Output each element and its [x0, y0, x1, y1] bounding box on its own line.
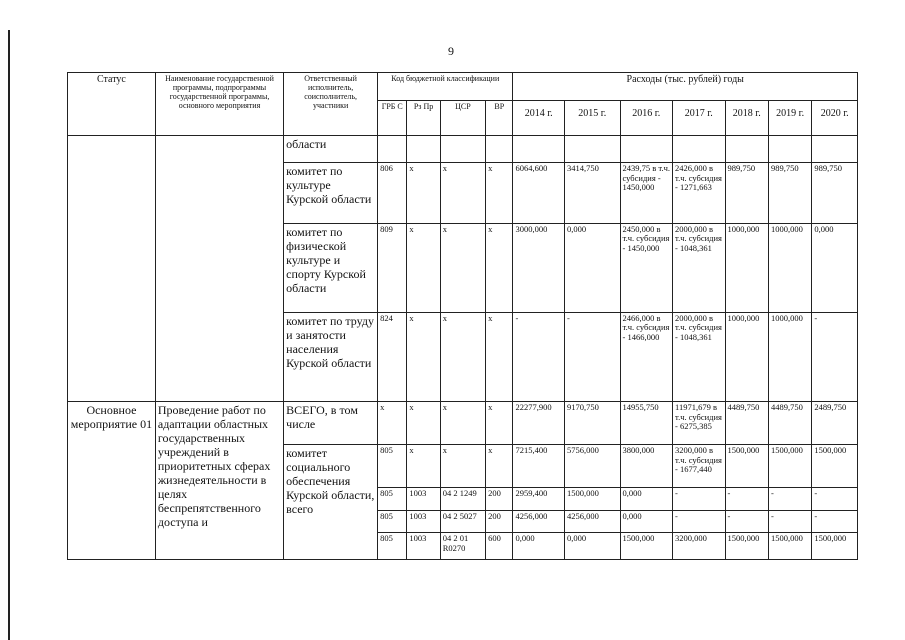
header-year: 2019 г. — [768, 100, 811, 135]
vr-cell: 200 — [486, 488, 513, 511]
value-cell: 4256,000 — [513, 510, 565, 533]
value-cell: - — [768, 510, 811, 533]
rzpr-cell: 1003 — [407, 510, 440, 533]
page-number: 9 — [448, 44, 454, 58]
value-cell: 3414,750 — [564, 163, 620, 223]
grbs-cell: 805 — [378, 510, 407, 533]
value-cell: 4256,000 — [564, 510, 620, 533]
value-cell: - — [812, 510, 858, 533]
csr-cell: 04 2 5027 — [440, 510, 485, 533]
table-row-total — [68, 402, 858, 445]
csr-cell — [440, 135, 485, 163]
value-cell: 0,000 — [513, 533, 565, 560]
grbs-cell: х — [378, 402, 407, 445]
rzpr-cell: х — [407, 402, 440, 445]
value-cell: 1000,000 — [768, 312, 811, 401]
scan-edge-line — [8, 30, 10, 640]
csr-cell: х — [440, 402, 485, 445]
value-cell: 2959,400 — [513, 488, 565, 511]
header-budget-code: Код бюджетной классификации — [378, 73, 513, 101]
rzpr-cell — [407, 135, 440, 163]
grbs-cell: 824 — [378, 312, 407, 401]
executor-cell: комитет по труду и занятости населения Курской области — [284, 312, 378, 401]
value-cell: 1500,000 — [812, 533, 858, 560]
value-cell: - — [812, 488, 858, 511]
header-year: 2014 г. — [513, 100, 565, 135]
value-cell: 9170,750 — [564, 402, 620, 445]
value-cell: 11971,679 в т.ч. субсидия - 6275,385 — [673, 402, 726, 445]
value-cell: 1500,000 — [768, 533, 811, 560]
value-cell: 2450,000 в т.ч. субсидия - 1450,000 — [620, 223, 673, 312]
value-cell: 6064,600 — [513, 163, 565, 223]
grbs-cell: 805 — [378, 488, 407, 511]
value-cell — [768, 135, 811, 163]
grbs-cell: 805 — [378, 445, 407, 488]
value-cell: - — [673, 488, 726, 511]
value-cell: 2426,000 в т.ч. субсидия - 1271,663 — [673, 163, 726, 223]
vr-cell: х — [486, 223, 513, 312]
vr-cell: 600 — [486, 533, 513, 560]
value-cell: - — [768, 488, 811, 511]
value-cell: 5756,000 — [564, 445, 620, 488]
vr-cell: х — [486, 163, 513, 223]
value-cell: 1500,000 — [725, 533, 768, 560]
csr-cell: х — [440, 223, 485, 312]
csr-cell: х — [440, 445, 485, 488]
value-cell: 2439,75 в т.ч. субсидия - 1450,000 — [620, 163, 673, 223]
value-cell — [725, 135, 768, 163]
measure-name: Проведение работ по адаптации областных государственных учреждений в приоритетных сферах жизнедеятельности в целях беспрепятственного доступа и — [155, 402, 283, 560]
value-cell: 0,000 — [620, 510, 673, 533]
rzpr-cell: х — [407, 312, 440, 401]
rzpr-cell: 1003 — [407, 533, 440, 560]
value-cell: 2466,000 в т.ч. субсидия - 1466,000 — [620, 312, 673, 401]
executor-cell: комитет по физической культуре и спорту Курской области — [284, 223, 378, 312]
value-cell: 989,750 — [768, 163, 811, 223]
value-cell: 2000,000 в т.ч. субсидия - 1048,361 — [673, 223, 726, 312]
vr-cell: 200 — [486, 510, 513, 533]
header-executor: Ответственный исполнитель, соисполнитель, участники — [284, 73, 378, 136]
header-rzpr: Рз Пр — [407, 100, 440, 135]
csr-cell: 04 2 01 R0270 — [440, 533, 485, 560]
header-row-1 — [68, 73, 858, 101]
value-cell: - — [725, 488, 768, 511]
value-cell: 1000,000 — [768, 223, 811, 312]
grbs-cell: 806 — [378, 163, 407, 223]
value-cell — [564, 135, 620, 163]
value-cell: 989,750 — [812, 163, 858, 223]
budget-table — [67, 72, 858, 560]
measure-status: Основное мероприятие 01 — [68, 402, 156, 560]
value-cell: - — [725, 510, 768, 533]
rzpr-cell: 1003 — [407, 488, 440, 511]
rzpr-cell: х — [407, 163, 440, 223]
value-cell: 14955,750 — [620, 402, 673, 445]
header-grbs: ГРБ С — [378, 100, 407, 135]
value-cell: 1500,000 — [725, 445, 768, 488]
value-cell: 1500,000 — [620, 533, 673, 560]
value-cell: 7215,400 — [513, 445, 565, 488]
status-cell-empty — [68, 135, 156, 402]
budget-table-container — [67, 72, 858, 560]
value-cell — [812, 135, 858, 163]
value-cell: 1000,000 — [725, 223, 768, 312]
value-cell: 22277,900 — [513, 402, 565, 445]
header-year: 2017 г. — [673, 100, 726, 135]
value-cell: 1500,000 — [564, 488, 620, 511]
value-cell: 1000,000 — [725, 312, 768, 401]
header-vr: ВР — [486, 100, 513, 135]
table-row — [68, 135, 858, 163]
value-cell — [513, 135, 565, 163]
header-expenses: Расходы (тыс. рублей) годы — [513, 73, 858, 101]
value-cell: 3200,000 — [673, 533, 726, 560]
value-cell: 3800,000 — [620, 445, 673, 488]
executor-cell: комитет по культуре Курской области — [284, 163, 378, 223]
value-cell: 2000,000 в т.ч. субсидия - 1048,361 — [673, 312, 726, 401]
value-cell — [673, 135, 726, 163]
rzpr-cell: х — [407, 223, 440, 312]
vr-cell: х — [486, 402, 513, 445]
rzpr-cell: х — [407, 445, 440, 488]
grbs-cell: 809 — [378, 223, 407, 312]
executor-cell: области — [284, 135, 378, 163]
value-cell: 1500,000 — [812, 445, 858, 488]
header-csr: ЦСР — [440, 100, 485, 135]
header-year: 2015 г. — [564, 100, 620, 135]
value-cell: 989,750 — [725, 163, 768, 223]
value-cell: 3000,000 — [513, 223, 565, 312]
vr-cell — [486, 135, 513, 163]
name-cell-empty — [155, 135, 283, 402]
csr-cell: х — [440, 312, 485, 401]
value-cell: 0,000 — [812, 223, 858, 312]
value-cell: 2489,750 — [812, 402, 858, 445]
vr-cell: х — [486, 445, 513, 488]
value-cell: 3200,000 в т.ч. субсидия - 1677,440 — [673, 445, 726, 488]
value-cell: 4489,750 — [725, 402, 768, 445]
value-cell — [620, 135, 673, 163]
value-cell: - — [812, 312, 858, 401]
executor-cell: комитет социального обеспечения Курской области, всего — [284, 445, 378, 560]
header-status: Статус — [68, 73, 156, 136]
csr-cell: 04 2 1249 — [440, 488, 485, 511]
header-year: 2016 г. — [620, 100, 673, 135]
value-cell: - — [564, 312, 620, 401]
value-cell: 0,000 — [564, 223, 620, 312]
value-cell: - — [513, 312, 565, 401]
vr-cell: х — [486, 312, 513, 401]
header-year: 2020 г. — [812, 100, 858, 135]
value-cell: 0,000 — [620, 488, 673, 511]
executor-cell: ВСЕГО, в том числе — [284, 402, 378, 445]
value-cell: 0,000 — [564, 533, 620, 560]
value-cell: 4489,750 — [768, 402, 811, 445]
grbs-cell: 805 — [378, 533, 407, 560]
value-cell: 1500,000 — [768, 445, 811, 488]
value-cell: - — [673, 510, 726, 533]
csr-cell: х — [440, 163, 485, 223]
header-name: Наименование государственной программы, подпрограммы государственной программы, основного мероприятия — [155, 73, 283, 136]
grbs-cell — [378, 135, 407, 163]
header-year: 2018 г. — [725, 100, 768, 135]
